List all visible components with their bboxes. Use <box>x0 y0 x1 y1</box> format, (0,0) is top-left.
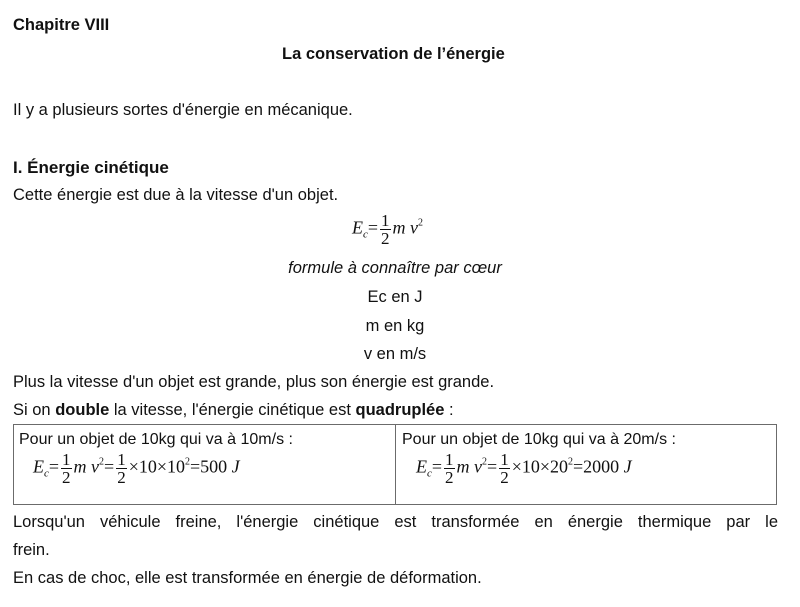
example-cell-10ms <box>14 425 396 504</box>
collision-paragraph: En cas de choc, elle est transformée en énergie de déformation. <box>13 569 482 587</box>
example-label: Pour un objet de 10kg qui va à 10m/s : <box>19 431 293 448</box>
fraction-one-half: $\frac{1}{2}$ <box>381 211 390 248</box>
example-formula: $E_c=$ $\frac{1}{2}$ m $v^2=$ $\frac{1}{2}$ $\times 10\times 20^2=2000$ J <box>416 450 632 487</box>
definition-text: Cette énergie est due à la vitesse d'un objet. <box>13 186 339 204</box>
braking-paragraph: Lorsqu'un véhicule freine, l'énergie cinétique est transformée en énergie thermique par le <box>13 513 778 531</box>
unit-energy: Ec en J <box>367 288 423 306</box>
braking-paragraph-end: frein. <box>13 541 50 559</box>
emphasis-double: double <box>55 401 110 419</box>
kinetic-energy-formula: $E_c=$ $\frac{1}{2}$ m $v^2$ <box>352 211 424 248</box>
statement-double-speed: Si on double la vitesse, l'énergie cinétique est quadruplée : <box>13 401 454 419</box>
unit-velocity: v en m/s <box>363 345 427 363</box>
section-heading-kinetic-energy: I. Énergie cinétique <box>13 158 169 177</box>
chapter-label: Chapitre VIII <box>13 16 110 34</box>
examples-table <box>13 424 777 505</box>
statement-speed-energy: Plus la vitesse d'un objet est grande, plus son énergie est grande. <box>13 373 495 391</box>
page-title: La conservation de l’énergie <box>282 45 505 63</box>
intro-paragraph: Il y a plusieurs sortes d'énergie en mécanique. <box>13 101 353 119</box>
emphasis-quadruplee: quadruplée <box>355 401 445 419</box>
example-label: Pour un objet de 10kg qui va à 20m/s : <box>402 431 676 448</box>
unit-mass: m en kg <box>365 317 425 335</box>
example-formula: $E_c=$ $\frac{1}{2}$ m $v^2=$ $\frac{1}{2}$ $\times 10\times 10^2=500$ J <box>33 450 240 487</box>
formula-note: formule à connaître par cœur <box>288 259 502 277</box>
example-cell-20ms <box>396 425 776 504</box>
